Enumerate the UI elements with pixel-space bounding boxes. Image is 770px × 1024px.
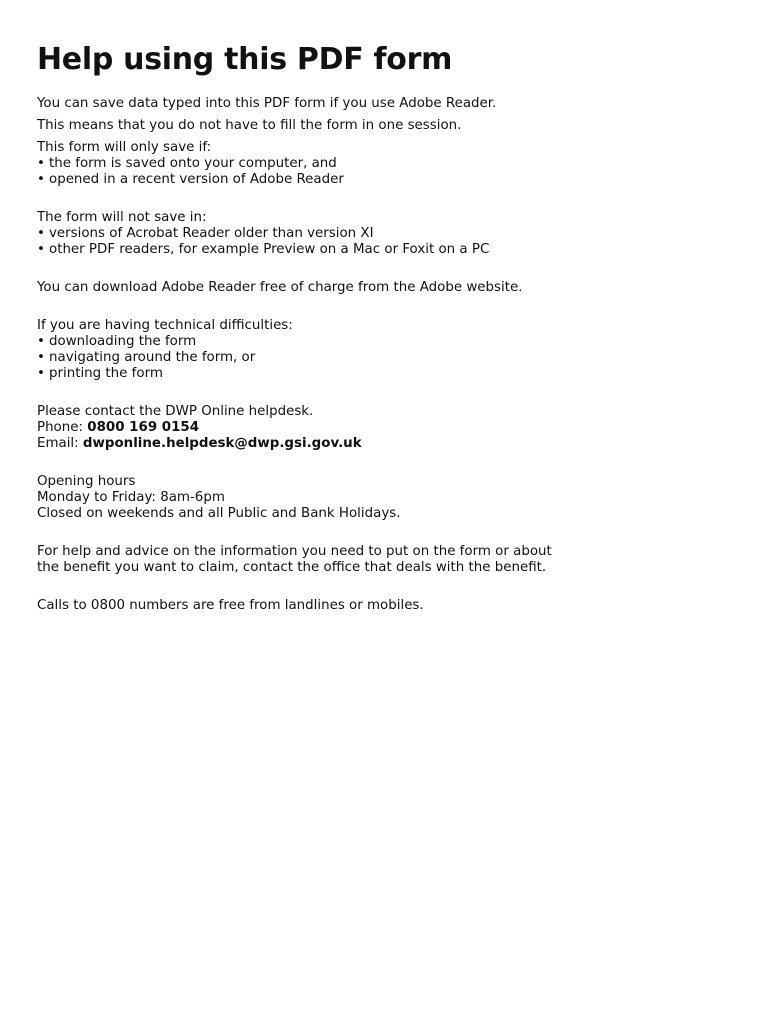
list-item: [37, 350, 737, 366]
page-title: Help using this PDF form: [37, 42, 453, 77]
list-item-text: navigating around the form, or: [49, 350, 256, 365]
list-item-text: versions of Acrobat Reader older than version XI: [49, 226, 374, 241]
bullet-icon: •: [37, 334, 45, 349]
bullet-icon: •: [37, 156, 45, 171]
email-address: dwponline.helpdesk@dwp.gsi.gov.uk: [82, 436, 362, 451]
not-save-intro: The form will not save in:: [37, 210, 207, 225]
calls-note: Calls to 0800 numbers are free from landlines or mobiles.: [37, 598, 424, 613]
list-item: [37, 242, 737, 258]
phone-line: [37, 420, 737, 436]
bullet-icon: •: [37, 226, 45, 241]
email-line: [37, 436, 737, 452]
opening-hours-heading: Opening hours: [37, 474, 136, 489]
list-item-text: opened in a recent version of Adobe Reader: [49, 172, 344, 187]
bullet-icon: •: [37, 242, 45, 257]
list-item-text: printing the form: [49, 366, 163, 381]
list-item: [37, 156, 737, 172]
advice-line-2: the benefit you want to claim, contact the office that deals with the benefit.: [37, 560, 547, 575]
phone-label: Phone:: [37, 420, 88, 435]
bullet-icon: •: [37, 350, 45, 365]
list-item: [37, 172, 737, 188]
help-document: [37, 40, 737, 614]
list-item: [37, 366, 737, 382]
opening-hours-closed: Closed on weekends and all Public and Bank Holidays.: [37, 506, 401, 521]
list-item: [37, 226, 737, 242]
download-paragraph: You can download Adobe Reader free of charge from the Adobe website.: [37, 280, 523, 295]
helpdesk-intro: Please contact the DWP Online helpdesk.: [37, 404, 314, 419]
list-item: [37, 334, 737, 350]
list-item-text: downloading the form: [49, 334, 197, 349]
save-data-paragraph: You can save data typed into this PDF form if you use Adobe Reader.: [37, 96, 497, 111]
save-conditions-intro: This form will only save if:: [37, 140, 212, 155]
technical-difficulties-intro: If you are having technical difficulties:: [37, 318, 293, 333]
phone-number: 0800 169 0154: [87, 420, 200, 435]
session-paragraph: This means that you do not have to fill the form in one session.: [37, 118, 462, 133]
bullet-icon: •: [37, 366, 45, 381]
list-item-text: other PDF readers, for example Preview on a Mac or Foxit on a PC: [49, 242, 490, 257]
bullet-icon: •: [37, 172, 45, 187]
opening-hours-weekdays: Monday to Friday: 8am-6pm: [37, 490, 225, 505]
advice-line-1: For help and advice on the information you need to put on the form or about: [37, 544, 552, 559]
list-item-text: the form is saved onto your computer, and: [49, 156, 337, 171]
email-label: Email:: [37, 436, 83, 451]
